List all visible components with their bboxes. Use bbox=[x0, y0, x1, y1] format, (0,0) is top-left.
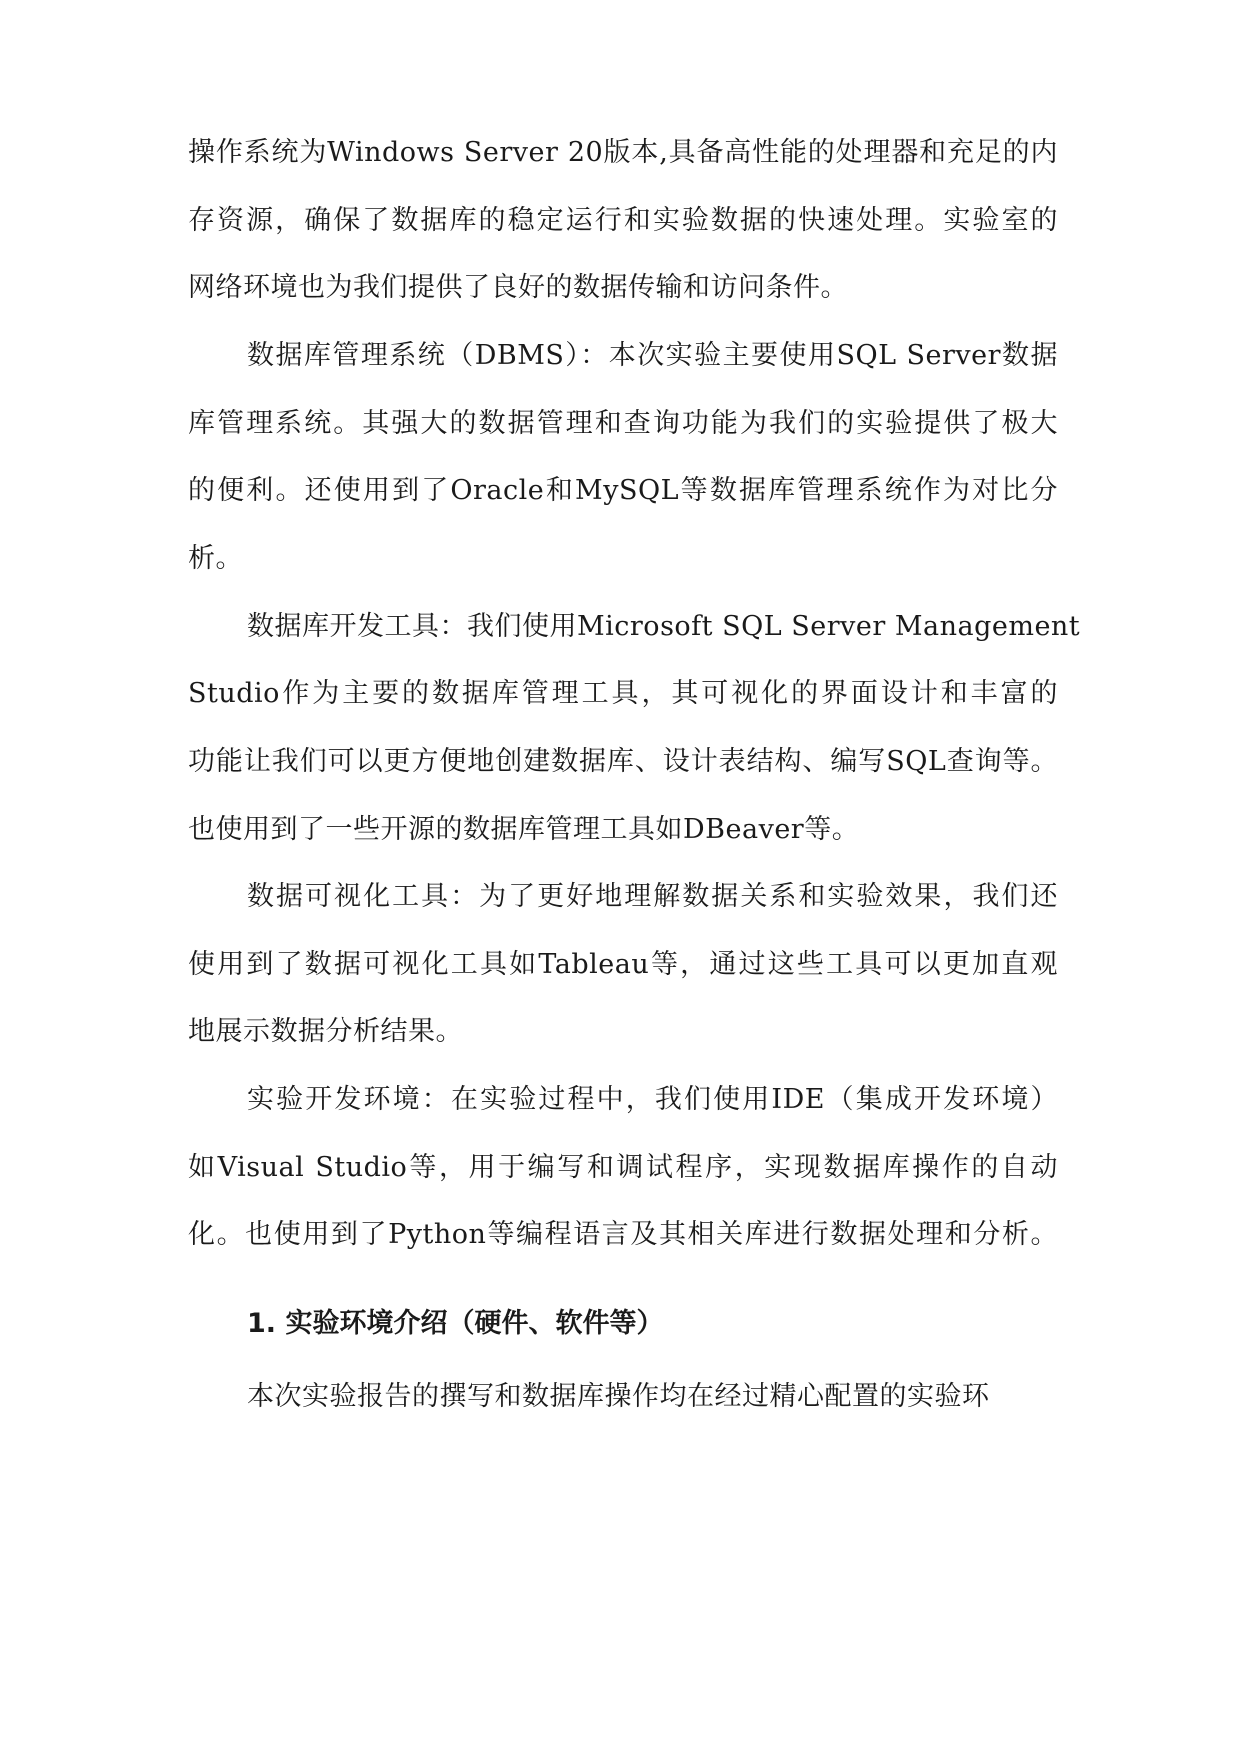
paragraph-line: Studio作为主要的数据库管理工具，其可视化的界面设计和丰富的 bbox=[188, 678, 1058, 709]
paragraph-line: 使用到了数据可视化工具如Tableau等，通过这些工具可以更加直观 bbox=[188, 949, 1058, 980]
section-heading: 1. 实验环境介绍（硬件、软件等） bbox=[247, 1308, 664, 1339]
paragraph-line: 功能让我们可以更方便地创建数据库、设计表结构、编写SQL查询等。 bbox=[188, 746, 1058, 777]
paragraph-line: 化。也使用到了Python等编程语言及其相关库进行数据处理和分析。 bbox=[188, 1219, 1058, 1250]
paragraph-line: 地展示数据分析结果。 bbox=[188, 1016, 463, 1047]
paragraph-line: 库管理系统。其强大的数据管理和查询功能为我们的实验提供了极大 bbox=[188, 408, 1058, 439]
paragraph-line: 实验开发环境：在实验过程中，我们使用IDE（集成开发环境） bbox=[247, 1084, 1058, 1115]
paragraph-line: 操作系统为Windows Server 20版本,具备高性能的处理器和充足的内 bbox=[188, 137, 1058, 168]
paragraph-line: 析。 bbox=[188, 543, 243, 574]
paragraph-line: 也使用到了一些开源的数据库管理工具如DBeaver等。 bbox=[188, 814, 860, 845]
paragraph-line: 数据库管理系统（DBMS）：本次实验主要使用SQL Server数据 bbox=[247, 340, 1058, 371]
paragraph-line: 存资源，确保了数据库的稳定运行和实验数据的快速处理。实验室的 bbox=[188, 205, 1058, 236]
paragraph-line: 本次实验报告的撰写和数据库操作均在经过精心配置的实验环 bbox=[247, 1381, 990, 1412]
paragraph-line: 如Visual Studio等，用于编写和调试程序，实现数据库操作的自动 bbox=[188, 1152, 1058, 1183]
paragraph-line: 数据可视化工具：为了更好地理解数据关系和实验效果，我们还 bbox=[247, 881, 1058, 912]
paragraph-line: 的便利。还使用到了Oracle和MySQL等数据库管理系统作为对比分 bbox=[188, 475, 1058, 506]
paragraph-line: 网络环境也为我们提供了良好的数据传输和访问条件。 bbox=[188, 272, 848, 303]
paragraph-line: 数据库开发工具：我们使用Microsoft SQL Server Management bbox=[247, 611, 1081, 642]
